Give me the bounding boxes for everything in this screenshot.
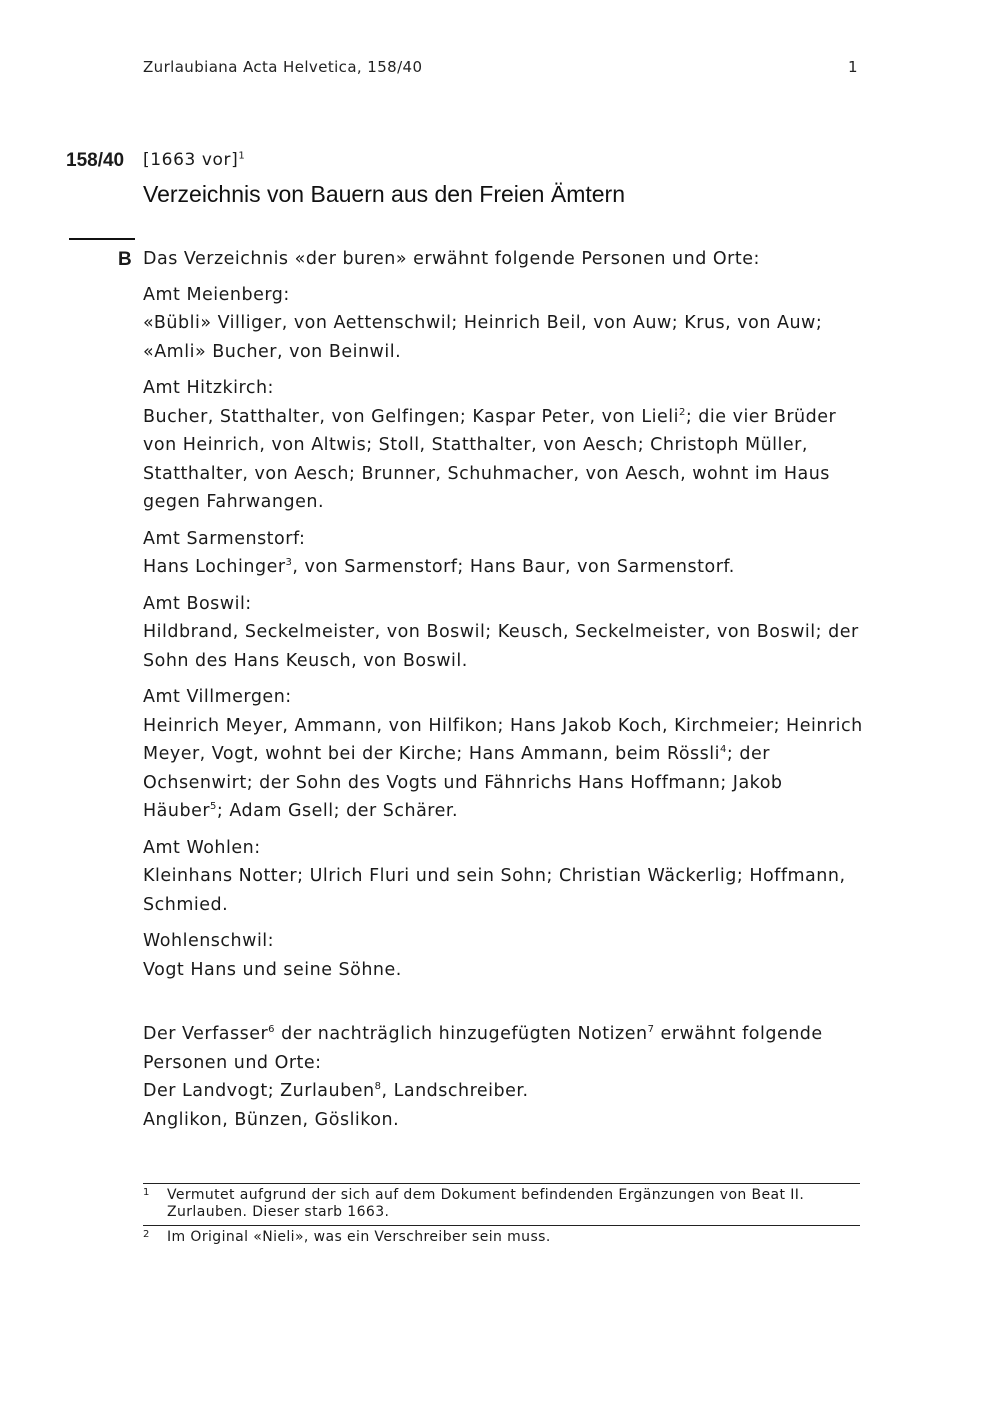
- wohlenschwil-label: Wohlenschwil:: [143, 931, 275, 951]
- amt-wohlen-label: Amt Wohlen:: [143, 837, 261, 858]
- wohlenschwil-block: [143, 927, 863, 984]
- amt-villmergen-text-b: ; der Ochsenwirt; der Sohn des Vogts und Fähnrichs Hans Hoffmann; Jakob Häuber: [143, 744, 783, 821]
- notes-text-c: erwähnt folgende Personen und Orte:: [143, 1024, 823, 1073]
- amt-wohlen-block: [143, 834, 863, 920]
- amt-villmergen-text-a: Heinrich Meyer, Ammann, von Hilfikon; Hans Jakob Koch, Kirchmeier; Heinrich Meyer, Vogt, wohnt bei der Kirche; Hans Ammann, beim Rössli: [143, 715, 863, 764]
- amt-sarmenstorf-block: [143, 525, 863, 582]
- amt-villmergen-block: [143, 683, 863, 826]
- footnote-2: [143, 1229, 860, 1246]
- amt-sarmenstorf-text-a: Hans Lochinger: [143, 557, 286, 577]
- amt-boswil-text: Hildbrand, Seckelmeister, von Boswil; Keusch, Seckelmeister, von Boswil; der Sohn des Hans Keusch, von Boswil.: [143, 622, 859, 671]
- footnote-ref-4[interactable]: 4: [720, 744, 727, 756]
- document-body: [143, 245, 863, 1134]
- footnote-ref-7[interactable]: 7: [647, 1024, 655, 1036]
- document-title: Verzeichnis von Bauern aus den Freien Ämtern: [143, 181, 625, 207]
- document-date-text: [1663 vor]: [143, 150, 239, 170]
- amt-wohlen-text: Kleinhans Notter; Ulrich Fluri und sein Sohn; Christian Wäckerlig; Hoffmann, Schmied.: [143, 866, 846, 915]
- footnote-2-text: Im Original «Nieli», was ein Verschreiber sein muss.: [167, 1229, 551, 1245]
- notes-intro: [143, 1020, 863, 1077]
- footnote-ref-6[interactable]: 6: [268, 1024, 276, 1036]
- notes-line2-a: Der Landvogt; Zurlauben: [143, 1081, 375, 1101]
- section-divider: [69, 238, 135, 240]
- footnote-ref-2[interactable]: 2: [678, 406, 686, 418]
- amt-villmergen-label: Amt Villmergen:: [143, 687, 292, 707]
- amt-meienberg-text: «Bübli» Villiger, von Aettenschwil; Heinrich Beil, von Auw; Krus, von Auw; «Amli» Bucher, von Beinwil.: [143, 313, 823, 362]
- amt-hitzkirch-text-a: Bucher, Statthalter, von Gelfingen; Kaspar Peter, von Lieli: [143, 406, 679, 427]
- document-date: [143, 150, 245, 170]
- footnote-ref-8[interactable]: 8: [374, 1081, 382, 1093]
- amt-villmergen-text-c: ; Adam Gsell; der Schärer.: [216, 801, 459, 821]
- footnote-1: [143, 1187, 860, 1221]
- amt-villmergen-text: [143, 712, 863, 826]
- footnote-1-text: Vermutet aufgrund der sich auf dem Dokument befindenden Ergänzungen von Beat II. Zurlauben. Dieser starb 1663.: [167, 1187, 805, 1220]
- notes-text-a: Der Verfasser: [143, 1024, 269, 1044]
- footnote-ref-3[interactable]: 3: [285, 557, 293, 569]
- paragraph-gap: [143, 992, 863, 1020]
- notes-line-2: [143, 1077, 863, 1106]
- amt-meienberg-block: [143, 281, 863, 367]
- amt-boswil-label: Amt Boswil:: [143, 593, 252, 614]
- notes-block: [143, 1020, 863, 1134]
- amt-sarmenstorf-text: [143, 553, 863, 582]
- page-number: 1: [848, 58, 858, 76]
- amt-hitzkirch-block: [143, 374, 863, 517]
- notes-text-b: der nachträglich hinzugefügten Notizen: [275, 1024, 648, 1044]
- intro-paragraph: Das Verzeichnis «der buren» erwähnt folgende Personen und Orte:: [143, 249, 760, 269]
- amt-sarmenstorf-text-b: , von Sarmenstorf; Hans Baur, von Sarmenstorf.: [292, 557, 735, 577]
- section-letter: B: [118, 249, 132, 270]
- amt-hitzkirch-text-b: ; die vier Brüder von Heinrich, von Altwis; Stoll, Statthalter, von Aesch; Christoph Müller, Statthalter, von Aesch; Brunner, Schuhmacher, von Aesch, wohnt im Haus gegen Fahrwangen.: [143, 406, 837, 512]
- amt-boswil-block: [143, 590, 863, 676]
- document-number: 158/40: [66, 150, 125, 171]
- wohlenschwil-text: Vogt Hans und seine Söhne.: [143, 959, 402, 980]
- running-title: Zurlaubiana Acta Helvetica, 158/40: [143, 58, 423, 76]
- footnote-ref-5[interactable]: 5: [210, 801, 217, 813]
- notes-line-3: Anglikon, Bünzen, Göslikon.: [143, 1109, 400, 1130]
- footnote-2-number: 2: [143, 1229, 150, 1240]
- footnote-ref-1[interactable]: 1: [238, 150, 246, 162]
- notes-line2-b: , Landschreiber.: [381, 1081, 529, 1101]
- footnote-separator: [143, 1225, 860, 1226]
- amt-hitzkirch-text: [143, 403, 863, 517]
- amt-meienberg-label: Amt Meienberg:: [143, 284, 290, 305]
- amt-hitzkirch-label: Amt Hitzkirch:: [143, 378, 274, 398]
- amt-sarmenstorf-label: Amt Sarmenstorf:: [143, 528, 306, 549]
- footnote-divider: [143, 1183, 860, 1184]
- footnote-1-number: 1: [143, 1187, 150, 1198]
